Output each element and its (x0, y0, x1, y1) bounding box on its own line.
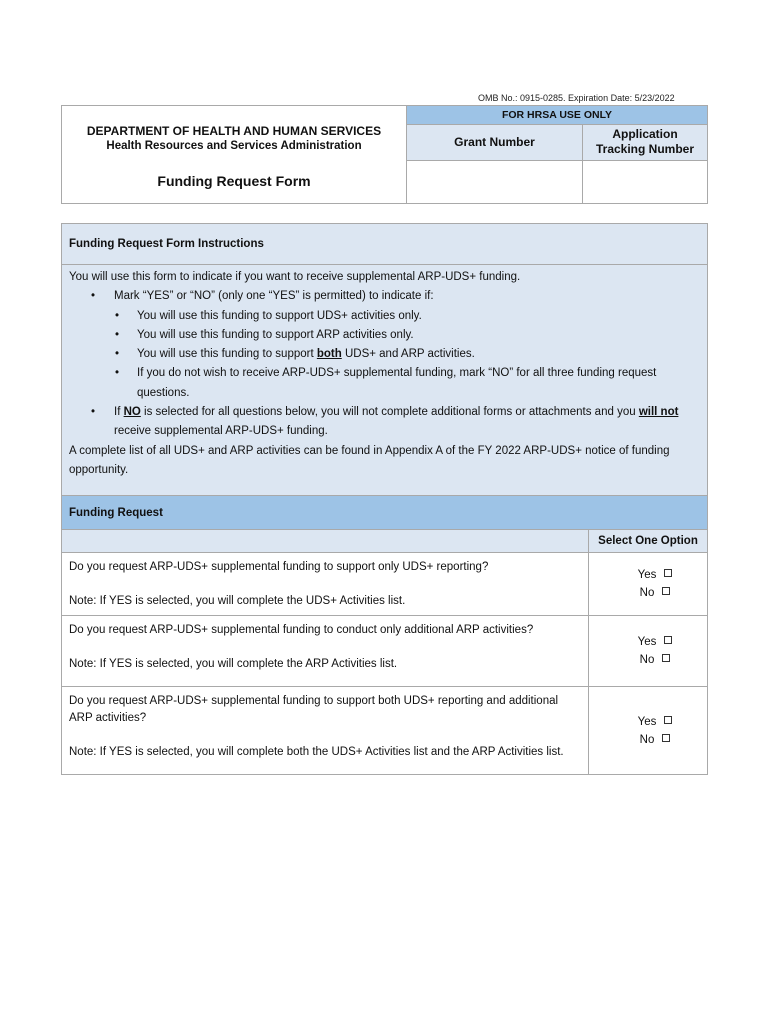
department-name: DEPARTMENT OF HEALTH AND HUMAN SERVICES (86, 124, 382, 138)
omb-number: OMB No.: 0915-0285. Expiration Date: 5/23/2022 (478, 93, 675, 103)
tracking-number-header (583, 124, 708, 160)
header-table (61, 105, 708, 204)
bullet-item: • If NO is selected for all questions below, you will not complete additional forms or attachments and you will not receive supplemental ARP-UDS+ funding. (91, 406, 679, 438)
grant-number-field[interactable] (407, 160, 583, 203)
yes-option[interactable]: Yes (589, 713, 707, 731)
options-2 (589, 616, 708, 687)
yes-checkbox[interactable] (664, 716, 672, 724)
no-option[interactable]: No (589, 584, 707, 602)
no-checkbox[interactable] (662, 587, 670, 595)
funding-request-table (61, 495, 708, 775)
instructions-intro: You will use this form to indicate if you want to receive supplemental ARP-UDS+ funding. (69, 271, 521, 283)
question-note: Note: If YES is selected, you will complete both the UDS+ Activities list and the ARP Activities list. (69, 746, 564, 758)
department-cell (62, 106, 407, 161)
yes-option[interactable]: Yes (589, 633, 707, 651)
sub-bullet-item: • You will use this funding to support UDS+ activities only. (115, 309, 422, 322)
instructions-table (61, 223, 708, 501)
yes-checkbox[interactable] (664, 569, 672, 577)
select-option-header: Select One Option (589, 530, 708, 553)
header-spacer (62, 530, 589, 553)
question-text: Do you request ARP-UDS+ supplemental funding to support only UDS+ reporting? (69, 561, 489, 573)
question-2 (62, 616, 589, 687)
sub-bullet-item: • You will use this funding to support ARP activities only. (115, 328, 414, 341)
instructions-body (62, 265, 708, 501)
options-3 (589, 687, 708, 775)
question-note: Note: If YES is selected, you will complete the UDS+ Activities list. (69, 595, 406, 607)
yes-option[interactable]: Yes (589, 566, 707, 584)
instructions-heading: Funding Request Form Instructions (62, 224, 708, 265)
no-checkbox[interactable] (662, 734, 670, 742)
sub-bullet-item: • If you do not wish to receive ARP-UDS+ supplemental funding, mark “NO” for all three funding request questions. (115, 367, 657, 399)
form-title: Funding Request Form (62, 160, 407, 203)
question-note: Note: If YES is selected, you will complete the ARP Activities list. (69, 658, 398, 670)
tracking-number-line2: Tracking Number (595, 142, 695, 157)
grant-number-header: Grant Number (407, 124, 583, 160)
question-1 (62, 553, 589, 616)
instructions-closing: A complete list of all UDS+ and ARP activities can be found in Appendix A of the FY 2022 ARP-UDS+ notice of funding opportunity. (69, 444, 670, 476)
question-text: Do you request ARP-UDS+ supplemental funding to conduct only additional ARP activities? (69, 624, 534, 636)
no-option[interactable]: No (589, 731, 707, 749)
bullet-item: • Mark “YES” or “NO” (only one “YES” is permitted) to indicate if: (91, 290, 434, 303)
funding-request-heading: Funding Request (62, 496, 708, 530)
options-1 (589, 553, 708, 616)
tracking-number-field[interactable] (583, 160, 708, 203)
question-text: Do you request ARP-UDS+ supplemental funding to support both UDS+ reporting and additional ARP activities? (69, 695, 559, 724)
yes-checkbox[interactable] (664, 636, 672, 644)
agency-name: Health Resources and Services Administration (106, 140, 362, 152)
sub-bullet-item: • You will use this funding to support both UDS+ and ARP activities. (115, 348, 475, 361)
tracking-number-line1: Application (612, 127, 678, 142)
hrsa-use-only: FOR HRSA USE ONLY (407, 106, 708, 125)
question-3 (62, 687, 589, 775)
no-option[interactable]: No (589, 651, 707, 669)
no-checkbox[interactable] (662, 654, 670, 662)
